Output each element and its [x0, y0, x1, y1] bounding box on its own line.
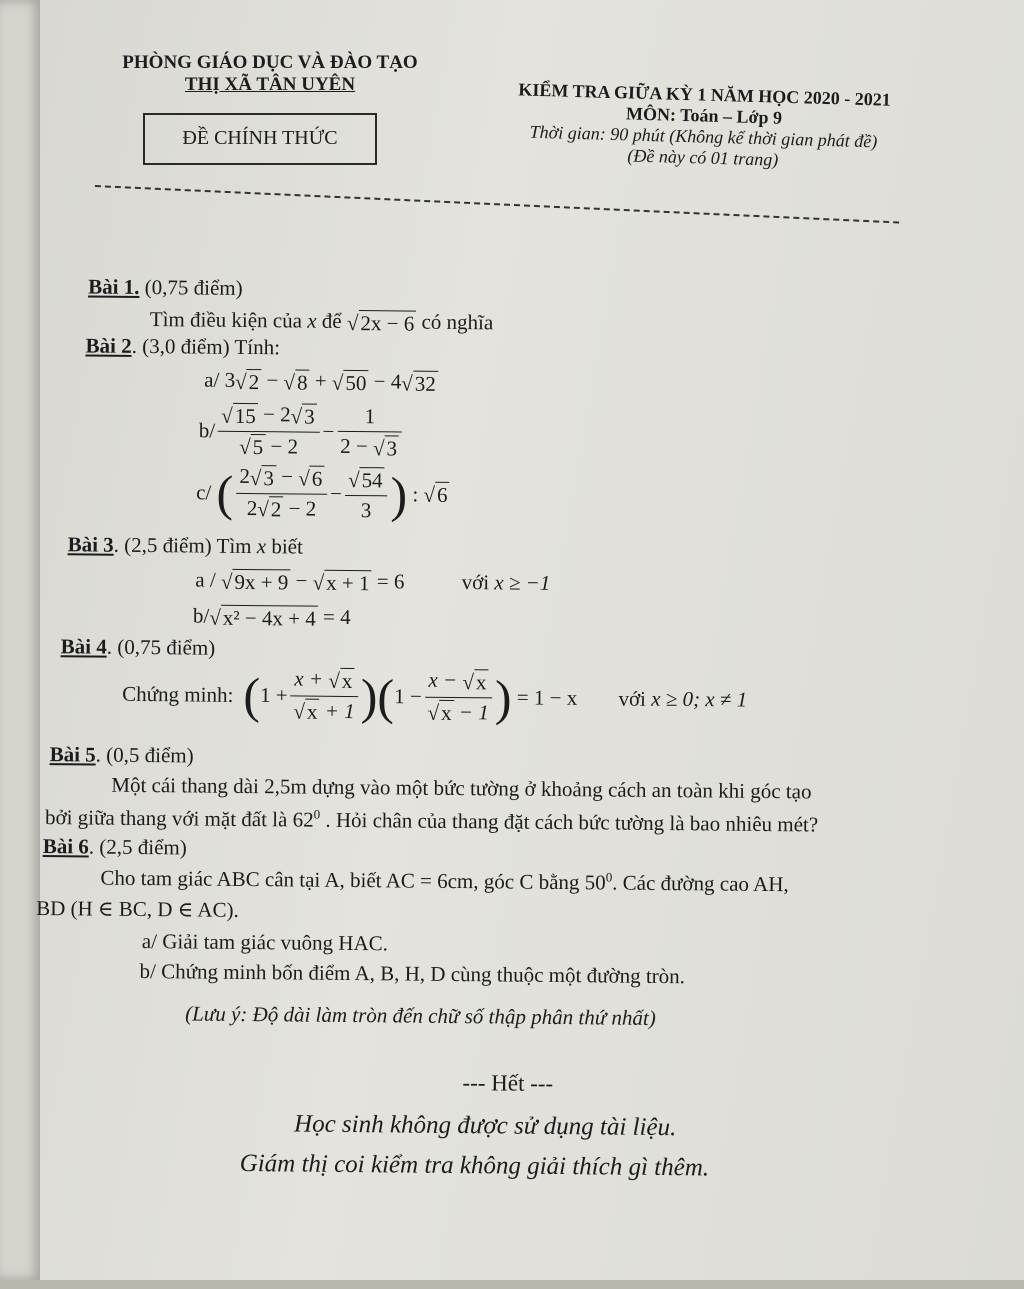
bai6-line2: BD (H ∈ BC, D ∈ AC).	[36, 895, 239, 922]
sqrt-expression: √x	[427, 701, 453, 726]
condition-word: với	[618, 686, 647, 711]
department-name: PHÒNG GIÁO DỤC VÀ ĐÀO TẠO	[122, 52, 418, 73]
operator: 2 −	[340, 433, 374, 459]
bai5-line1: Một cái thang dài 2,5m dựng vào một bức tường ở khoảng cách an toàn khi góc tạo	[111, 772, 812, 804]
coef: 2	[239, 463, 250, 489]
fraction	[236, 464, 327, 523]
bai1-var: x	[307, 308, 317, 333]
operator: −	[290, 568, 313, 593]
radicand: x	[305, 699, 320, 724]
radicand: 3	[261, 465, 276, 490]
radicand: 50	[343, 370, 368, 395]
text-part: Cho tam giác ABC cân tại A, biết AC = 6cm, góc C bằng 50	[100, 865, 606, 895]
sqrt-expression: √2	[257, 497, 283, 522]
text-part: . Hỏi chân của thang đặt cách bức tường là bao nhiêu mét?	[320, 807, 819, 837]
sqrt-expression: √50	[332, 370, 369, 395]
fraction	[424, 668, 492, 727]
sqrt-expression: √x	[462, 670, 488, 695]
bai3-part-a	[195, 568, 550, 598]
bai1-text-part: để	[316, 308, 348, 333]
numerator	[345, 466, 388, 496]
radicand: x	[439, 700, 454, 725]
exam-page	[36, 0, 1024, 1280]
degree-sup: 0	[605, 869, 613, 885]
fraction	[337, 404, 402, 461]
exam-title: KIỂM TRA GIỮA KỲ 1 NĂM HỌC 2020 - 2021	[518, 79, 892, 110]
sqrt-expression: √3	[290, 404, 316, 429]
denominator	[218, 431, 320, 461]
fraction	[290, 666, 358, 725]
operator: − 2	[283, 496, 317, 521]
bai6-points: . (2,5 điểm)	[88, 834, 187, 860]
sqrt-expression: √x + 1	[313, 570, 372, 596]
bai5-line2	[45, 804, 818, 837]
sqrt-expression: √x	[293, 700, 319, 725]
operator: x +	[294, 666, 329, 691]
radicand: 2	[269, 497, 284, 522]
sqrt-expression: √2	[235, 370, 261, 395]
condition-word: với	[461, 570, 490, 595]
part-prefix: c/	[196, 480, 217, 505]
bai2-part-b	[198, 402, 405, 462]
fraction	[218, 402, 320, 461]
radicand: 2	[247, 369, 262, 394]
sqrt-expression: √54	[348, 467, 385, 492]
radicand: 6	[435, 481, 450, 506]
operator: x −	[428, 667, 463, 693]
bai3-heading	[68, 532, 303, 559]
denominator	[424, 697, 491, 726]
radicand: 54	[360, 467, 385, 492]
denominator	[337, 432, 402, 461]
condition: x ≥ −1	[494, 570, 551, 595]
bai2-heading	[85, 333, 280, 360]
rounding-note: (Lưu ý: Độ dài làm tròn đến chữ số thập phân thứ nhất)	[185, 1001, 656, 1030]
bai3-label: Bài 3	[67, 532, 114, 557]
paren-close: )	[360, 668, 378, 725]
exam-content	[31, 0, 1024, 1289]
sqrt-expression: √x² − 4x + 4	[209, 605, 318, 631]
paren-open: (	[377, 668, 395, 725]
footer-line2: Giám thị coi kiểm tra không giải thích gì thêm.	[239, 1149, 710, 1182]
operator: +	[309, 368, 333, 393]
sqrt-expression: √32	[401, 371, 438, 396]
part-prefix: a/	[204, 367, 225, 392]
bai2-part-a	[204, 368, 438, 397]
operator: − 2	[265, 433, 299, 459]
radicand: 5	[251, 434, 266, 459]
operator: − 4	[368, 369, 402, 394]
denominator	[236, 494, 327, 524]
text-part: bởi giữa thang với mặt đất là 62	[44, 805, 314, 832]
sqrt-expression: √8	[283, 370, 309, 395]
paren-open: (	[243, 667, 261, 724]
radicand: 3	[302, 403, 317, 428]
paren-close: )	[494, 669, 512, 726]
bai3-tail: biết	[266, 534, 304, 559]
bai1-text-part: có nghĩa	[416, 309, 494, 335]
sqrt-expression: √3	[373, 436, 399, 461]
numerator	[236, 464, 327, 495]
sqrt-expression: √3	[250, 466, 276, 491]
numerator	[291, 666, 358, 696]
bai6-label: Bài 6	[42, 834, 89, 859]
bai1-text-part: Tìm điều kiện của	[149, 307, 308, 333]
rhs: = 1 − x	[511, 685, 578, 710]
sqrt-expression: √9x + 9	[221, 569, 291, 595]
bai3-points: . (2,5 điểm) Tìm	[113, 532, 257, 559]
prove-word: Chứng minh:	[122, 681, 234, 707]
sqrt-expression: √x	[328, 668, 354, 693]
official-label: ĐỀ CHÍNH THỨC	[143, 113, 377, 165]
pages-line: (Đề này có 01 trang)	[627, 145, 779, 170]
condition: x ≥ 0; x ≠ 1	[651, 686, 748, 712]
bai1-heading	[88, 274, 243, 300]
radicand: 9x + 9	[232, 569, 290, 595]
coef: 3	[224, 367, 236, 392]
end-marker: --- Hết ---	[462, 1070, 554, 1096]
paren-open: (	[216, 464, 234, 522]
sqrt-expression: √6	[423, 482, 449, 507]
bai3-part-b	[193, 603, 351, 631]
radicand: 8	[295, 369, 310, 394]
bai2-points: . (3,0 điểm) Tính:	[131, 333, 281, 360]
sqrt-expression: √6	[298, 466, 324, 491]
part-prefix: b/	[192, 603, 210, 628]
bai4-points: . (0,75 điểm)	[106, 634, 216, 660]
bai6-part-b: b/ Chứng minh bốn điểm A, B, H, D cùng thuộc một đường tròn.	[139, 958, 686, 989]
bai5-label: Bài 5	[49, 742, 96, 767]
bai6-line1	[100, 865, 788, 898]
bai1-label: Bài 1.	[88, 274, 140, 299]
bai6-part-a: a/ Giải tam giác vuông HAC.	[141, 929, 389, 956]
sqrt-expression: √2x − 6	[347, 311, 417, 337]
sqrt-expression: √5	[239, 435, 265, 460]
bai5-heading	[50, 742, 194, 768]
part-prefix: a /	[195, 567, 222, 592]
denominator: 3	[360, 497, 372, 522]
numerator	[425, 668, 492, 698]
numerator	[218, 402, 320, 433]
footer-line1: Học sinh không được sử dụng tài liệu.	[293, 1110, 677, 1142]
operator: −	[261, 368, 284, 393]
radicand: x + 1	[324, 569, 372, 594]
bai3-var: x	[256, 534, 267, 559]
part-prefix: b/	[198, 418, 216, 443]
paren-close: )	[390, 466, 408, 523]
operator: −	[330, 481, 343, 506]
coef: 2	[246, 495, 258, 520]
bai6-heading	[43, 834, 187, 860]
fraction	[345, 466, 388, 523]
bai4-statement	[122, 665, 747, 729]
sqrt-expression: √15	[221, 403, 258, 428]
numerator: 1	[337, 404, 402, 433]
bai1-points: (0,75 điểm)	[139, 274, 243, 300]
degree-sup: 0	[313, 806, 321, 822]
district-name: THỊ XÃ TÂN UYÊN	[184, 74, 356, 95]
text-part: . Các đường cao AH,	[612, 870, 789, 897]
radicand: x	[340, 668, 355, 693]
operator: 1 −	[394, 684, 422, 709]
operator: + 1	[319, 698, 355, 723]
bai2-label: Bài 2	[85, 333, 132, 358]
bai1-text	[150, 307, 494, 337]
radicand: 32	[413, 370, 438, 395]
operator: 1 +	[259, 682, 288, 708]
bai2-part-c	[196, 464, 450, 525]
radicand: 6	[310, 465, 325, 490]
radicand: 3	[384, 435, 399, 460]
time-line: Thời gian: 90 phút (Không kể thời gian phát đề)	[529, 121, 878, 152]
equals: = 4	[317, 604, 351, 629]
operator: − 2	[257, 402, 291, 427]
operator: −	[322, 419, 335, 444]
radicand: x² − 4x + 4	[221, 604, 318, 630]
radicand: 15	[233, 403, 258, 428]
radicand: 2x − 6	[358, 310, 416, 336]
bai4-heading	[61, 634, 216, 660]
operator: :	[407, 482, 424, 507]
subject-line: MÔN: Toán – Lớp 9	[625, 103, 783, 128]
equals: = 6	[371, 569, 405, 594]
operator: −	[275, 464, 299, 489]
radicand: x	[474, 669, 489, 694]
denominator	[290, 696, 357, 725]
bai4-label: Bài 4	[60, 634, 107, 659]
operator: − 1	[453, 699, 489, 725]
bai5-points: . (0,5 điểm)	[95, 742, 194, 768]
